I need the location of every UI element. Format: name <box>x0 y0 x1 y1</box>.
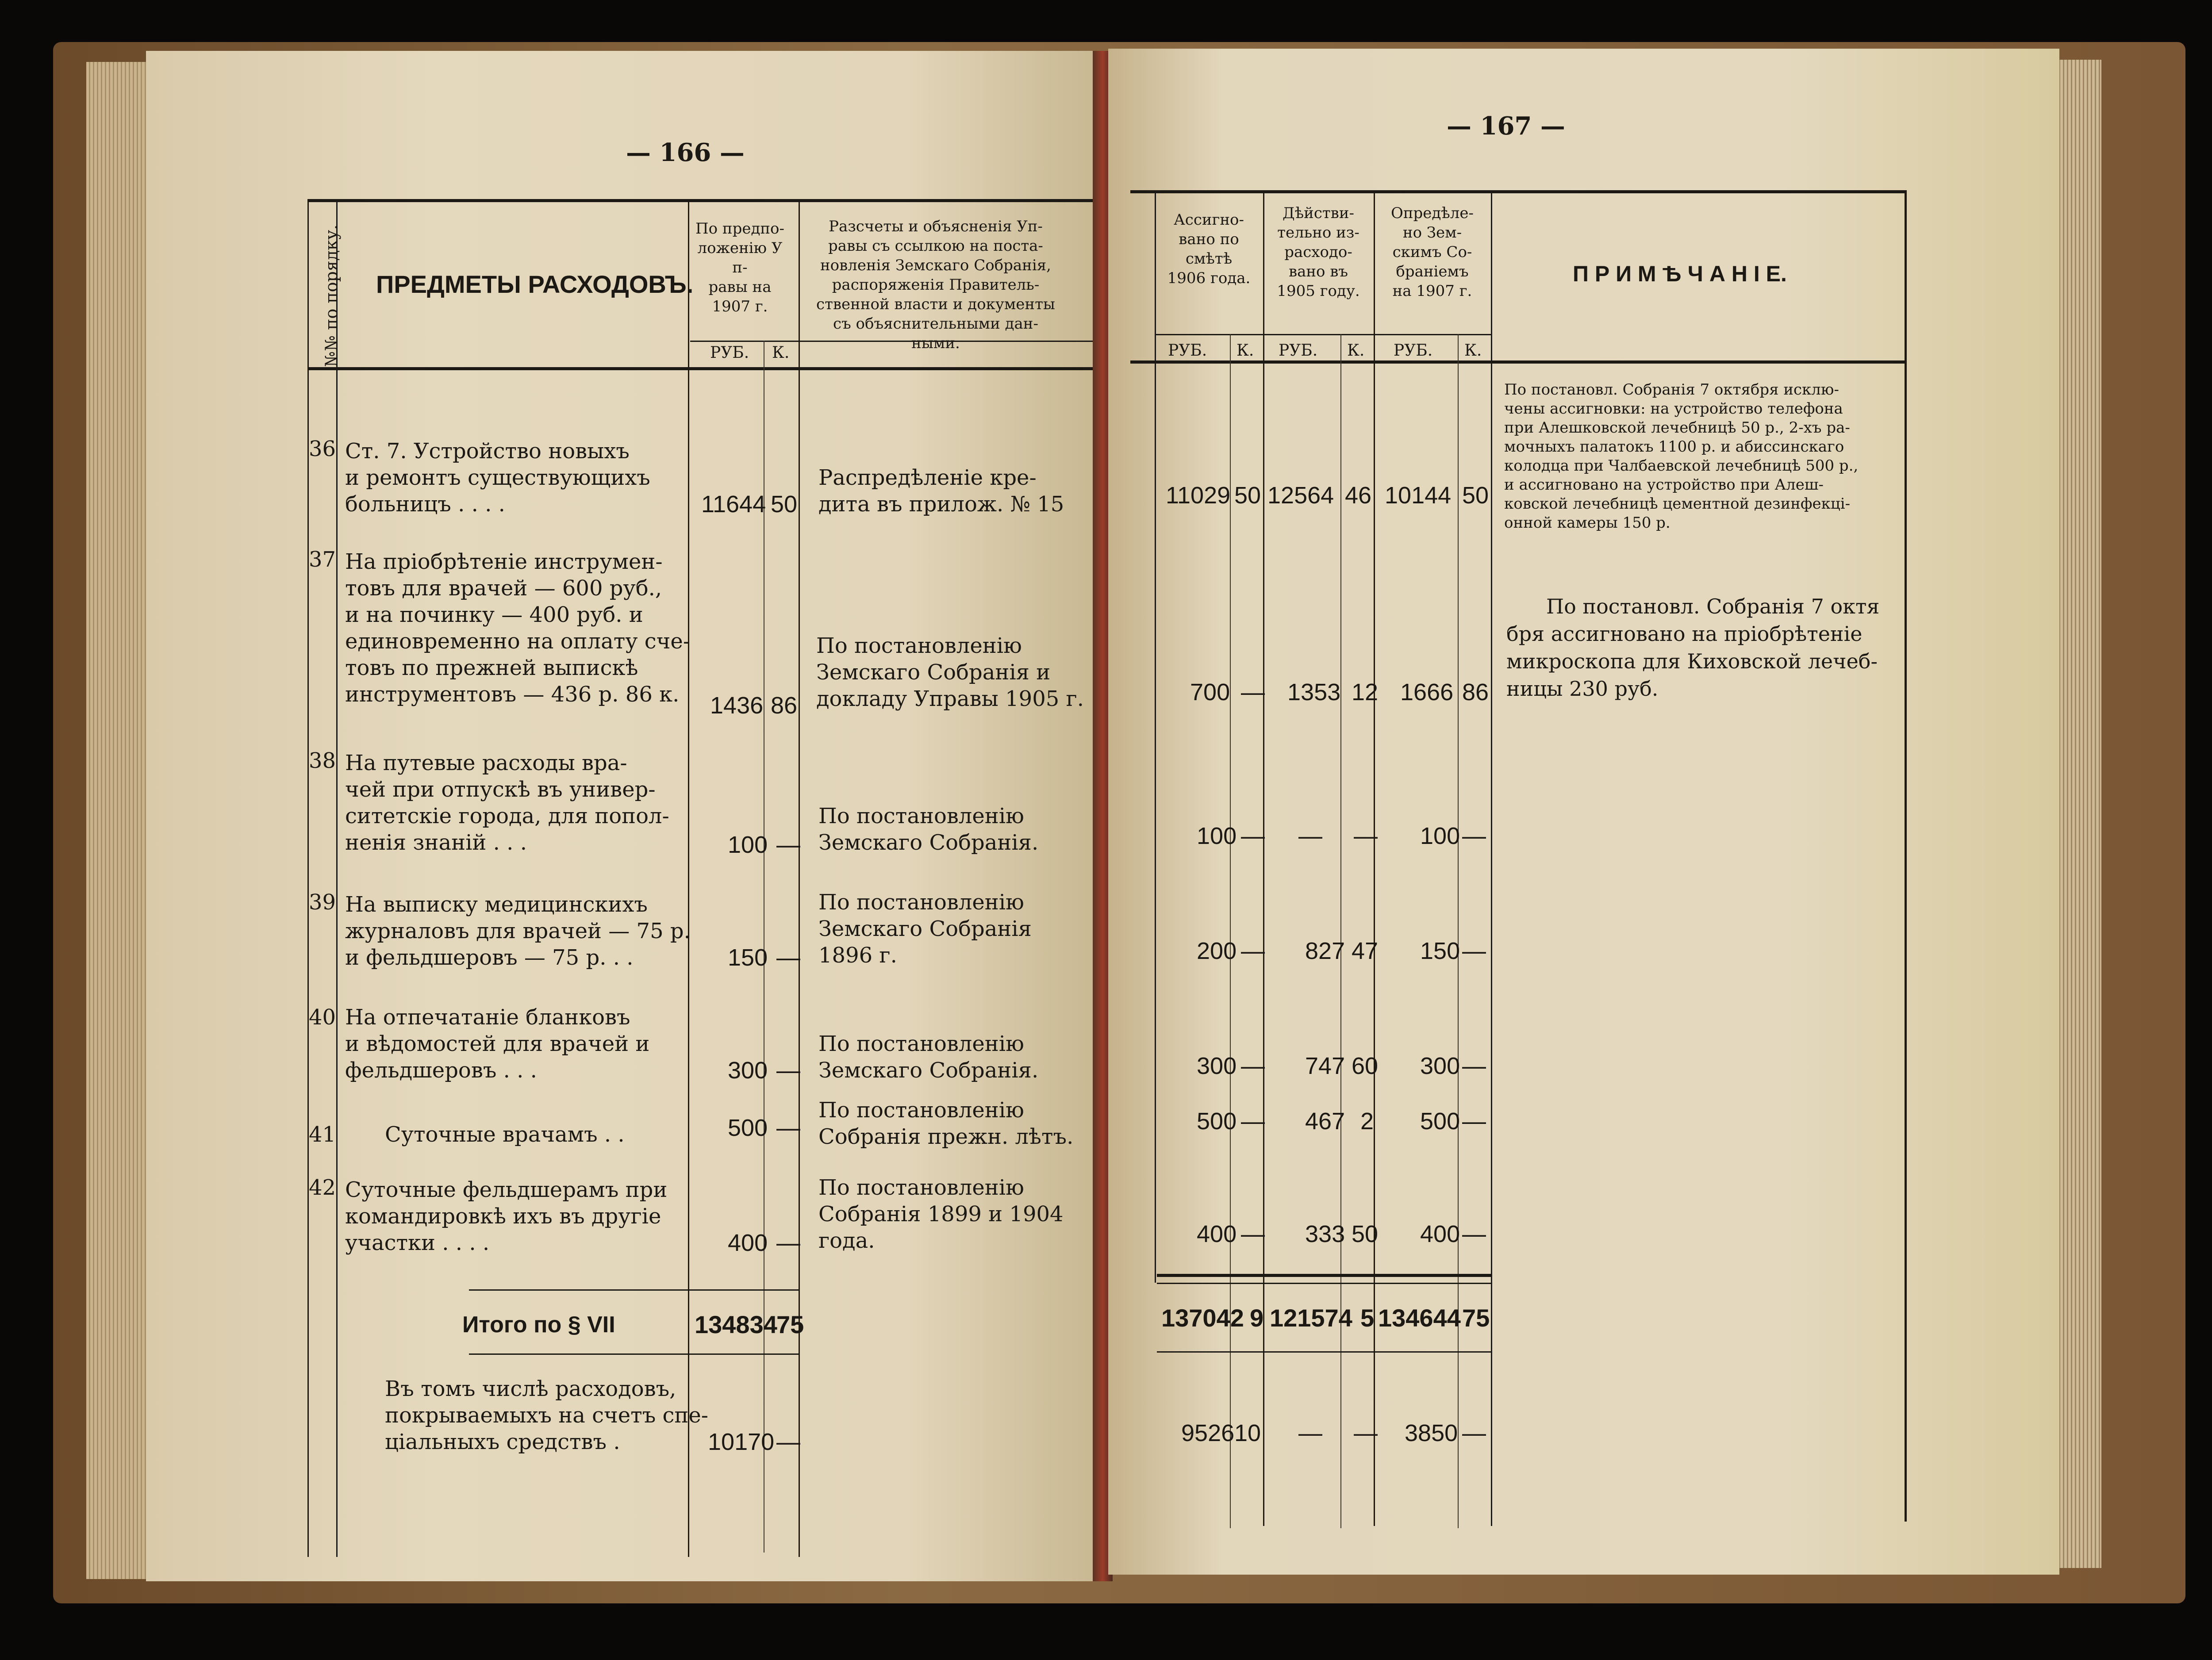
total-rub: 134834 <box>695 1311 777 1338</box>
header-rub: РУБ. <box>1394 341 1433 360</box>
header-bottom-rule <box>1130 360 1907 364</box>
row-number: 37 <box>309 547 336 572</box>
table-left-border <box>307 199 309 1557</box>
row-note: По постановленію Земскаго Собранія 1896 г. <box>818 890 1032 968</box>
row-item-text: Суточные врачамъ . . <box>385 1122 625 1147</box>
remark-2: По постановл. Собранія 7 октя бря ассигновано на пріобрѣтеніе микроскопа для Кихoвской лечеб- ницы 230 руб. <box>1506 594 1880 701</box>
special-text: Въ томъ числѣ расходовъ, покрываемыхъ на счетъ спе- ціальныхъ средствъ . <box>385 1376 709 1454</box>
row-number: 42 <box>309 1175 336 1200</box>
col-kop-rule <box>1458 334 1459 1528</box>
proposal-column-rule <box>799 199 800 1557</box>
header-kop: К. <box>1347 341 1365 360</box>
total-label: Итого по § VII <box>462 1312 615 1338</box>
header-order: №№ по порядку. <box>322 224 341 367</box>
subheader-rule <box>1155 334 1491 335</box>
row-note: По постановленію Земскаго Собранія. <box>818 804 1039 855</box>
table-top-rule <box>1130 190 1907 193</box>
row-number: 36 <box>309 437 336 461</box>
header-assigned: Ассигно- вано по смѣтѣ 1906 года. <box>1167 211 1251 287</box>
rub-value: 100 <box>728 832 768 858</box>
row-item-text: На путевые расходы вра- чей при отпускѣ въ универ- ситетскіе города, для попол- ненія знаній . . . <box>345 751 669 855</box>
row-item-text: На отпечатаніе бланковъ и вѣдомостей для врачей и фельдшеровъ . . . <box>345 1005 650 1083</box>
kop-value: 50 <box>771 491 798 518</box>
special-kop: — <box>776 1429 800 1455</box>
special-rub: 10170 <box>708 1429 775 1455</box>
order-column-rule <box>336 199 338 1557</box>
rub-value: 500 <box>728 1115 768 1141</box>
col-rule <box>1491 190 1492 1526</box>
kop-value: — <box>776 944 800 971</box>
total-rule <box>469 1289 799 1291</box>
header-rub: РУБ. <box>1279 341 1318 360</box>
row-note: По постановленію Земскаго Собранія и докладу Управы 1905 г. <box>816 633 1084 711</box>
kop-value: 86 <box>771 692 798 719</box>
header-rub: РУБ. <box>1168 341 1207 360</box>
header-kop: К. <box>1464 341 1482 360</box>
header-remark: П Р И М Ѣ Ч А Н І Е. <box>1573 261 1787 286</box>
row-note: По постановленію Собранія прежн. лѣтъ. <box>818 1098 1074 1149</box>
row-note: По постановленію Земскаго Собранія. <box>818 1031 1039 1083</box>
page-edges-left <box>86 62 148 1579</box>
rub-value: 1436 <box>710 692 764 719</box>
total-rule <box>1157 1274 1491 1277</box>
col-kop-rule <box>1230 334 1231 1528</box>
col-rule <box>1155 190 1156 1283</box>
row-item-text: Ст. 7. Устройство новыхъ и ремонтъ существующихъ больницъ . . . . <box>345 439 650 517</box>
page-number: — 167 — <box>1447 111 1565 141</box>
row-number: 39 <box>309 890 336 915</box>
table-right-border <box>1905 190 1907 1522</box>
kop-value: — <box>776 1057 800 1084</box>
header-items: ПРЕДМЕТЫ РАСХОДОВЪ. <box>376 270 694 298</box>
rub-value: 150 <box>728 944 768 971</box>
remark-1: По постановл. Собранія 7 октября исклю- чены ассигновки: на устройство телефона при Алешковской лечебницѣ 50 р., 2-хъ ра- мочныхъ палатокъ 1100 р. и абиссинскаго колодца при Чалбаевской лечебницѣ 500 р., и ассигновано на устройство при Алеш- ковской лечебницѣ цементной дезинфекці- онной камеры 150 р. <box>1504 381 1859 532</box>
header-calculations: Разсчеты и объясненія Уп- равы съ ссылкою на поста- новленія Земскаго Собранія, распоряженія Правитель- ственной власти и документы съ объяснительными дан- ными. <box>816 218 1055 352</box>
header-decided: Опредѣле- но Зем- скимъ Со- браніемъ на 1907 г. <box>1390 204 1474 300</box>
kop-value: — <box>776 832 800 858</box>
total-bottom-rule <box>469 1353 799 1355</box>
row-item-text: На пріобрѣтеніе инструмен- товъ для врачей — 600 руб., и на починку — 400 руб. и единовременно на оплату сче- товъ по прежней выпискѣ инструментовъ — 436 р. 86 к. <box>345 549 691 707</box>
rub-value: 11644 <box>701 491 766 518</box>
row-note: По постановленію Собранія 1899 и 1904 года. <box>818 1175 1064 1253</box>
col-kop-rule <box>1340 334 1341 1528</box>
page-number: — 166 — <box>626 138 745 167</box>
rub-value: 400 <box>728 1230 768 1256</box>
header-kop: К. <box>772 344 790 362</box>
row-number: 38 <box>309 748 336 773</box>
row-item-text: Суточные фельдшерамъ при командировкѣ ихъ въ другіе участки . . . . <box>345 1177 668 1255</box>
row-number: 40 <box>309 1005 336 1030</box>
kop-value: — <box>776 1115 800 1141</box>
header-actual: Дѣйстви- тельно из- расходо- вано въ 1905 году. <box>1277 204 1360 300</box>
row-note: Распредѣленіе кре- дита въ прилож. № 15 <box>818 465 1064 517</box>
kop-value: — <box>776 1230 800 1256</box>
header-kop: К. <box>1237 341 1254 360</box>
header-proposal: По предпо- ложенію У п- равы на 1907 г. <box>695 220 785 315</box>
rub-value: 300 <box>728 1057 768 1084</box>
header-rub: РУБ. <box>710 344 749 362</box>
total-rule-2 <box>1157 1283 1491 1284</box>
row-item-text: На выписку медицинскихъ журналовъ для врачей — 75 р. и фельдшеровъ — 75 р. . . <box>345 892 691 970</box>
total-kop: 75 <box>776 1311 804 1338</box>
row-number: 41 <box>309 1122 336 1147</box>
total-bottom-rule <box>1157 1351 1491 1353</box>
